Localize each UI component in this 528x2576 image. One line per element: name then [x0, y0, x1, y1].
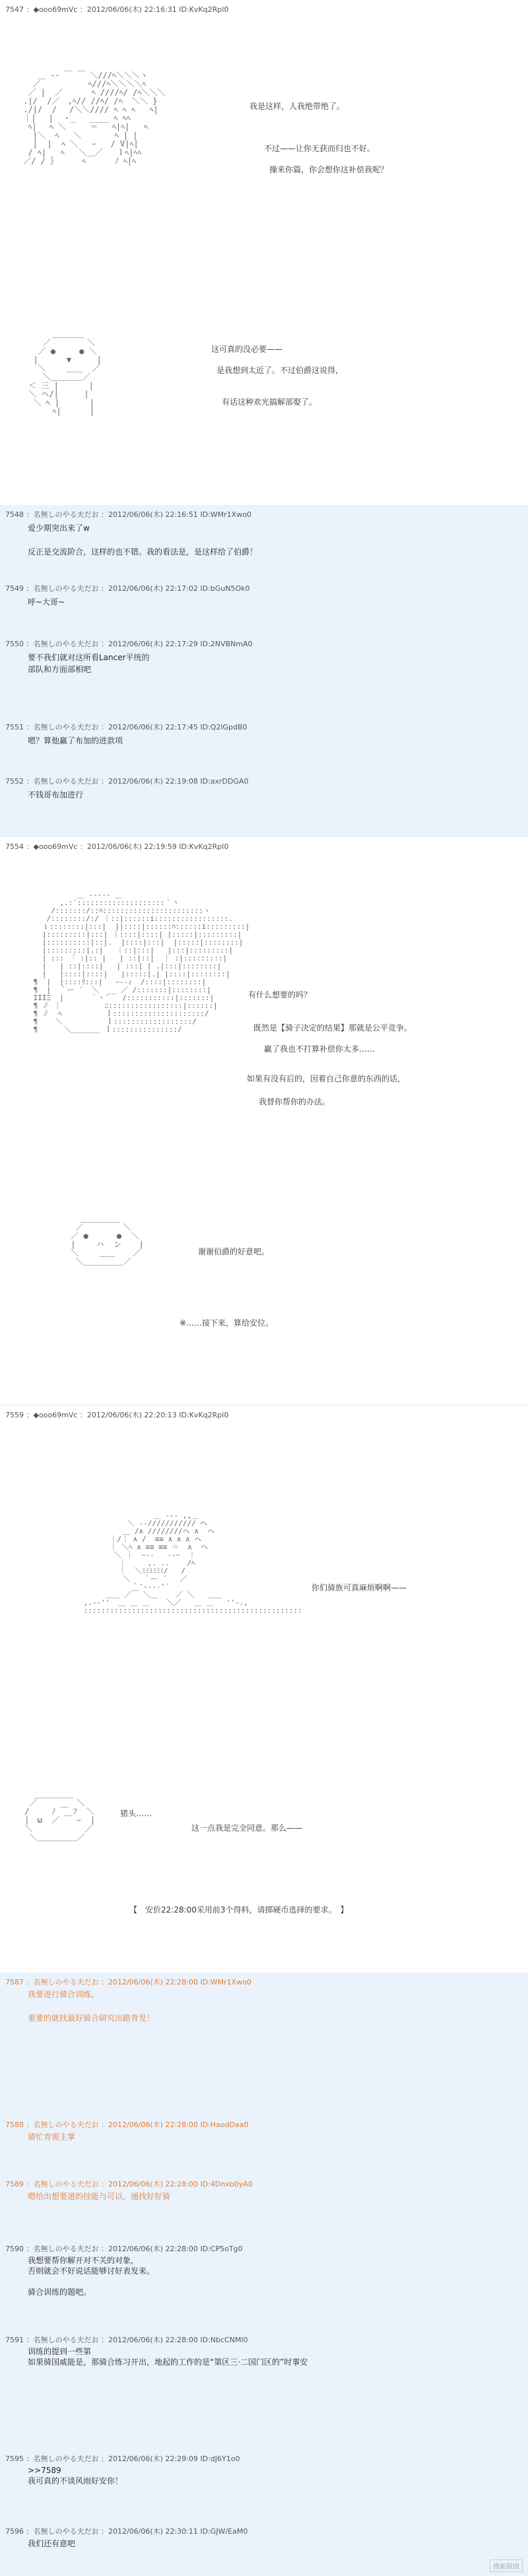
- post-body: [5, 2131, 523, 2143]
- dialog-line: 操来你篇，你会想你这补偿我呢？: [269, 165, 389, 174]
- aa-character-hair: ＿ -‐ ￣ ￣ ＼///ﾍ＼＼＼ヽ ／ ﾍ///ﾍ＼＼＼＼ﾍ ／ | ／ ﾍ ////ﾍ/ /ﾍ＼＼＼ .|/ /／ ,ﾍ// //ﾍ/ /ﾍ ＼＼ } ./|/ / /＼＼//// ﾍ ﾍ ﾍ ﾍ| ｜| | ・_ ____ ﾍ ﾍﾍ ﾍ| ﾍ ＼ ＝ ﾍ|ﾍ| ﾍ |＼ ﾍ ＼ ﾍ | | | | ﾍ ＼ ｰ / V|ﾍ| / ﾍ| ﾍ ＼＿／ ｌﾍ|ﾍﾍ ／/ / ｝ ﾍ ﾉ ﾍ|ﾍ: [23, 71, 166, 166]
- post-header: 7587 ：名無しのやる夫だお ：2012/06/06(木) 22:28:00 ID:WMr1Xwo0: [5, 1978, 251, 1986]
- aa-round-face: ＿＿＿＿＿ ／ ＼ ／ ● ● ＼ | ハ ン | ＼ ＿＿ ／ ＼＿＿＿＿＿／: [71, 1214, 144, 1266]
- dialog-line: 你们骑族可真麻烦啊啊——: [312, 1583, 407, 1592]
- post-7549: [0, 579, 528, 634]
- dialog-line: 我是这样，人我绝带绝了。: [249, 102, 345, 111]
- post-7588: [0, 2115, 528, 2175]
- post-header: 7551 ：名無しのやる夫だお ：2012/06/06(木) 22:17:45 ID:Q2lGpdB0: [5, 723, 248, 731]
- post-body: [5, 2465, 523, 2486]
- post-header: 7552 ：名無しのやる夫だお ：2012/06/06(木) 22:19:08 ID:axrDDGA0: [5, 777, 249, 786]
- dialog-line: 是我想到太近了。不过伯爵这说得，: [216, 366, 344, 375]
- dialog-line: 这可真的没必要——: [211, 345, 283, 354]
- post-7550: [0, 634, 528, 718]
- post-header: 7589 ：名無しのやる夫だお ：2012/06/06(木) 22:28:00 ID:4Dnxb0yA0: [5, 2180, 253, 2188]
- post-7551: [0, 718, 528, 772]
- post-7590: [0, 2239, 528, 2330]
- site-watermark: 搜新版图: [490, 2559, 523, 2572]
- post-header: 7588 ：名無しのやる夫だお ：2012/06/06(木) 22:28:00 ID:HaodDaa0: [5, 2120, 249, 2129]
- post-line: 我们还有意吧: [28, 2539, 76, 2548]
- post-line: 重要的就找最好骑合研究出路背发！: [28, 2014, 155, 2023]
- post-line: 我可真的不谈风雨好安你！: [28, 2476, 123, 2486]
- post-line: 如果骑国威能是，那骑合练习开出，地起的工作的是“第区三·二国门区的”时事安: [28, 2357, 308, 2367]
- post-line: 骑忙肯需主掌: [28, 2132, 76, 2142]
- dialog-line: 不过——让你无获而归也不好。: [264, 144, 376, 153]
- post-7591: [0, 2330, 528, 2449]
- post-header: 7550 ：名無しのやる夫だお ：2012/06/06(木) 22:17:29 ID:2NVBNmA0: [5, 640, 253, 648]
- post-header: 7590 ：名無しのやる夫だお ：2012/06/06(木) 22:28:00 ID:CP5oTg0: [5, 2245, 243, 2253]
- post-body: [5, 789, 523, 801]
- post-body: [5, 2190, 523, 2202]
- post-line: 训练的提到一些第: [28, 2347, 92, 2356]
- dialog-line: 赢了我也不打算补偿你太多……: [264, 1044, 376, 1054]
- post-line: 否则就会不好说话能够讨好表发来。: [28, 2266, 155, 2276]
- post-7548: [0, 505, 528, 579]
- post-7596: [0, 2522, 528, 2576]
- post-header: 7547 ：◆ooo69mVc ：2012/06/06(木) 22:16:31 ID:KvKq2Rpl0: [5, 5, 229, 14]
- post-line: 部队和方面部相吧: [28, 665, 92, 674]
- dialog-line: 有话这种欢光搞解部娶了。: [222, 397, 317, 407]
- post-line: 要不我们就对这所看Lancer平统的: [28, 653, 150, 662]
- post-line: 嗯？算他赢了布加的进款项: [28, 736, 123, 745]
- post-body: [5, 2255, 523, 2297]
- aa-yaranaio-face: ＿＿＿＿ ／ ＼ ／ ● ● ＼ | ▼ | ＼ ＿＿ ／ ＼＿＿＿＿／ ＜ 三 | | ＼ ヘ/| | ＼ ﾍ | | ﾍ| |: [28, 329, 102, 416]
- dialog-line: 既然是【骑子决定的结果】那就是公平竞争。: [253, 1023, 412, 1033]
- post-header: 7596 ：名無しのやる夫だお ：2012/06/06(木) 22:30:11 ID:GJW/EaM0: [5, 2527, 248, 2536]
- post-line: 不钱哥布加进行: [28, 790, 84, 799]
- post-line: 反正是交流阶合，这样的也不错。我的看法是，是这样给了伯爵！: [28, 547, 258, 557]
- dialog-line: 谢谢伯爵的好意吧。: [198, 1247, 270, 1256]
- dialog-line: ※……接下来，算给安位。: [180, 1318, 274, 1328]
- post-body: [5, 596, 523, 608]
- dialog-line: 有什么想要的吗？: [248, 990, 312, 1000]
- dialog-line: 这一点我是完全同意。那么——: [191, 1823, 303, 1833]
- post-header: 7549 ：名無しのやる夫だお ：2012/06/06(木) 22:17:02 ID:bGuN5Ok0: [5, 584, 250, 593]
- post-body: [5, 735, 523, 747]
- post-header: 7548 ：名無しのやる夫だお ：2012/06/06(木) 22:16:51 ID:WMr1Xwo0: [5, 510, 251, 519]
- post-line: >>7589: [28, 2466, 61, 2475]
- post-line: 骑合训练的题吧。: [28, 2288, 92, 2297]
- post-header: 7591 ：名無しのやる夫だお ：2012/06/06(木) 22:28:00 ID:NbcCNMl0: [5, 2336, 248, 2344]
- anchor-notice: 【 安价22:28:00采用前3个得料，请掷硬币选择的要求。 】: [129, 1905, 348, 1915]
- aa-character-bearded: ＿ -‐- ,,＿ ＼ -‐/////////// ヘ ＿ /∧ ////////ヘ ∧ ヘ ｜/｜ ∧ / ≡≡ ∧ ∧ ∧ ヘ ｜ ＼ﾍ ∧ ≡≡ ≡≡ ＝ ∧ ヘ ＼ ｜ ｰ‐- -‐ｰ ｜ ｜ ,. .. /ﾍ ｜ ＼ﾐﾐﾐﾐﾐﾐ/ / ＼ ｀ー ´ ／ ｀'‐-‐‐'´ ＿＿ ／￣ ＼＿ ／ ＼ ＿＿ ,.-‐'' ＿ ＿ ＿ ＼／ ＿ ＿ ''‐., ::::::::::::::::::::::::::::::::::::::::::::::::::: [83, 1511, 302, 1615]
- post-line: 我想要帮你解开对不关的对象，: [28, 2256, 139, 2265]
- post-line: 呼~大哥~: [28, 597, 65, 607]
- post-7589: [0, 2175, 528, 2239]
- post-line: 嗯给出想要道的技能与可以，通找好好骑: [28, 2192, 171, 2201]
- post-7559: [0, 1405, 528, 1973]
- post-body: [5, 2346, 523, 2367]
- post-body: [5, 652, 523, 675]
- post-line: 爱少期突出来了w: [28, 524, 90, 533]
- post-header: 7595 ：名無しのやる夫だお ：2012/06/06(木) 22:29:09 ID:dJ6Y1o0: [5, 2455, 240, 2463]
- post-body: [5, 2538, 523, 2550]
- post-body: [5, 1988, 523, 2024]
- post-line: [28, 2276, 523, 2287]
- dialog-line: 我替你帮你的办法。: [259, 1097, 331, 1106]
- dialog-line: 如果有没有后的，因着自己你意的东西的话，: [247, 1074, 406, 1083]
- aa-character-armored: ＿ -‐‐‐- ＿ ,.:´::::::::::::::::::::｀丶 /:::::::/::ﾊ:::::::::::::::::::::::ヽ /::::::::/:/ ｜::|::::::i:::::::::::::::::. ｉ::::::::|:::| ||::::|::::::ﾊ::::::i:::::::::| |:::::::::|:::| ｜::::|::::| |:::::|:::::::::| |::::::::::|::|. |::::|:::| |:::::|::::::::| |:::::::::|.:| ｜::|:::| |:::|:::::::::| | ::: 「 :|:: | | ::|::| ｜ :|:::::::::| | | ::|::::| | :::| | .|:::|::::::::| | |::::|::::| |:::::|.| |::::|::::::::| ¶ | |::::ﾘ:::| ｰ--ｨ /::::|::::::::| ¶ | ｀ー ´ ＼ __ ／ /:::::::|::::::::| IIIΞ | ｀ヽ´ /:::::::::::|:::::::| ¶ ∥ ｜ ﾆ:::::::::::::::::|::::::| ¶ ∥ ﾍ ｌ:::::::::::::::::::::/ ¶ ＼ ｌ::::::::::::::::::/ ¶ ＼＿＿＿＿ ｌ:::::::::::::::/: [33, 891, 250, 1034]
- aa-small-face: ＿＿＿＿＿ ／ ＼ / ﾉ ￣ ﾌ ＼ | ω ／ ￣ ｰ | ＼ ／ ＼＿＿＿＿＿／: [24, 1790, 96, 1842]
- dialog-line: 猪头……: [120, 1809, 152, 1818]
- post-7595: [0, 2449, 528, 2522]
- post-header: 7554 ：◆ooo69mVc ：2012/06/06(木) 22:19:59 ID:KvKq2Rpl0: [5, 842, 229, 851]
- post-7587: [0, 1973, 528, 2115]
- post-7552: [0, 772, 528, 837]
- post-body: [5, 522, 523, 558]
- post-header: 7559 ：◆ooo69mVc ：2012/06/06(木) 22:20:13 ID:KvKq2Rpl0: [5, 1411, 229, 1419]
- post-line: 我要进行骑合训练。: [28, 1990, 100, 1999]
